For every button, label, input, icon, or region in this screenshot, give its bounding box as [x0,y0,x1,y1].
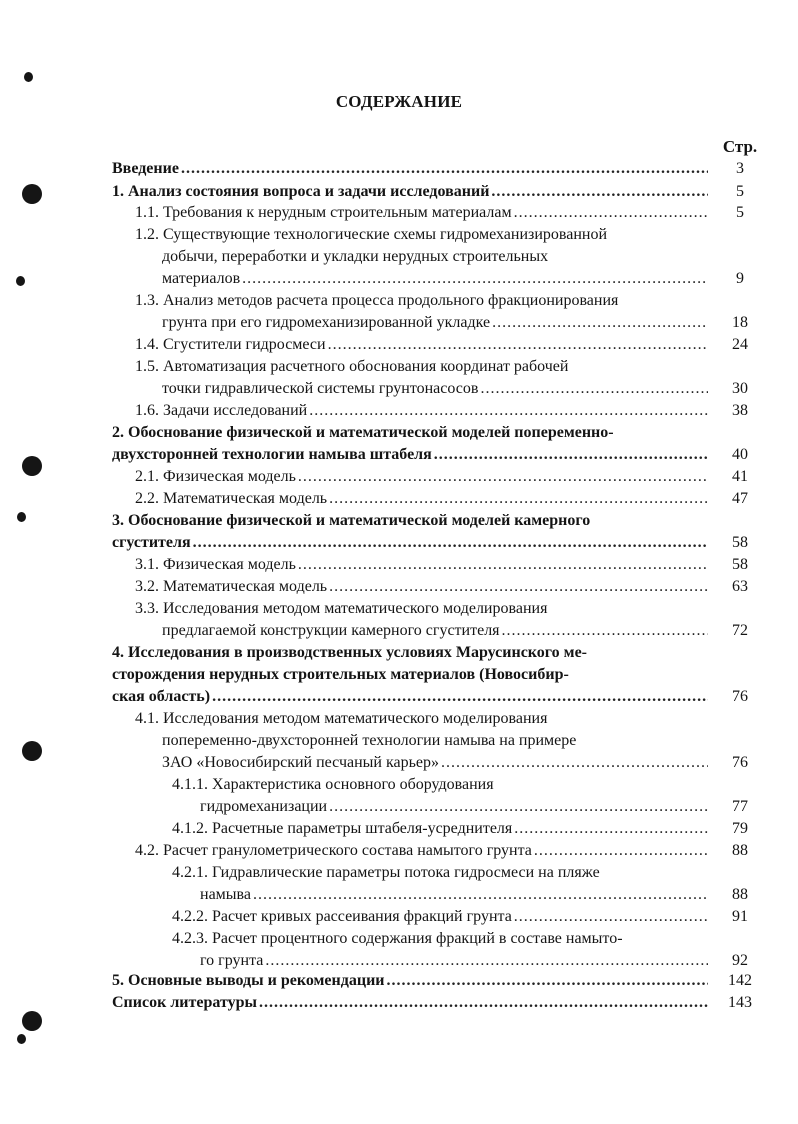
toc-entry-line [172,928,623,950]
toc-entry-line [200,796,710,818]
toc-entry-line [135,576,710,598]
toc-entry-line [135,224,607,246]
toc-entry-title: ЗАО «Новосибирский песчаный карьер» [162,754,439,771]
toc-entry-title: 1.4. Сгустители гидросмеси [135,336,326,353]
toc-entry-title: материалов [162,270,241,287]
toc-entry-title: двухсторонней технологии намыва штабеля [112,446,432,463]
toc-entry-line [135,400,710,422]
toc-page-number: 88 [732,886,748,903]
toc-entry-line [162,730,576,752]
toc-entry-line [112,532,710,554]
toc-page-number: 58 [732,556,748,573]
toc-entry-title: 3.2. Математическая модель [135,578,328,595]
toc-leader-dots [534,840,708,862]
toc-entry-line [200,884,710,906]
toc-entry-title: 4.2.2. Расчет кривых рассеивания фракций грунта [172,908,512,925]
toc-entry-line [112,181,710,203]
toc-entry-line [112,970,710,992]
toc-leader-dots [329,488,708,510]
toc-leader-dots [514,906,708,928]
toc-entry-title: 1.3. Анализ методов расчета процесса продольного фракционирования [135,292,619,309]
toc-leader-dots [181,158,708,180]
toc-entry-line [112,686,710,708]
toc-leader-dots [387,970,709,992]
toc-entry-line [135,290,618,312]
toc-entry-title: 4.2. Расчет гранулометрического состава намытого грунта [135,842,532,859]
toc-leader-dots [491,181,708,203]
toc-entry-line [162,378,710,400]
toc-entry-line [135,708,547,730]
toc-leader-dots [329,576,708,598]
toc-leader-dots [514,818,708,840]
toc-entry-line [112,642,587,664]
toc-page-number: 142 [728,972,752,989]
toc-entry-line [162,268,710,290]
toc-leader-dots [328,334,708,356]
toc-entry-line [112,422,614,444]
toc-entry-line [135,202,710,224]
toc-page-number: 24 [732,336,748,353]
toc-entry-line [135,356,568,378]
toc-leader-dots [329,796,708,818]
toc-page-number: 143 [728,994,752,1011]
toc-leader-dots [309,400,708,422]
toc-entry-title: сторождения нерудных строительных материалов (Новосибир- [112,666,569,683]
toc-leader-dots [212,686,708,708]
toc-entry-line [135,466,710,488]
toc-entry-title: ская область) [112,688,211,705]
toc-page-number: 76 [732,754,748,771]
toc-entry-title: 1.5. Автоматизация расчетного обоснования координат рабочей [135,358,569,375]
toc-page-number: 91 [732,908,748,925]
toc-entry-title: 3.3. Исследования методом математического моделирования [135,600,548,617]
toc-entry-line [135,334,710,356]
toc-leader-dots [253,884,708,906]
toc-entry-title: грунта при его гидромеханизированной укладке [162,314,491,331]
toc-entry-line [172,818,710,840]
toc-entry-title: намыва [200,886,251,903]
toc-leader-dots [298,554,708,576]
toc-page-number: 5 [736,204,744,221]
toc-entry-title: гидромеханизации [200,798,328,815]
toc-entry-line [135,598,547,620]
toc-page-number: 9 [736,270,744,287]
toc-page-number: 18 [732,314,748,331]
toc-leader-dots [193,532,708,554]
toc-leader-dots [259,992,708,1014]
toc-page-number: 92 [732,952,748,969]
toc-entry-line [135,488,710,510]
toc-leader-dots [298,466,708,488]
toc-entry-title: 1.2. Существующие технологические схемы гидромеханизированной [135,226,608,243]
toc-entry-title: 4.2.3. Расчет процентного содержания фракций в составе намыто- [172,930,623,947]
toc-page-number: 30 [732,380,748,397]
toc-leader-dots [514,202,708,224]
toc-leader-dots [480,378,708,400]
toc-entry-line [112,664,569,686]
toc-entry-line [172,906,710,928]
toc-entry-line [172,862,600,884]
toc-leader-dots [434,444,708,466]
toc-page-number: 38 [732,402,748,419]
toc-entry-title: 4. Исследования в производственных условиях Марусинского ме- [112,644,587,661]
toc-entry-title: точки гидравлической системы грунтонасосов [162,380,479,397]
toc-entry-title: 1.1. Требования к нерудным строительным материалам [135,204,512,221]
toc-entry-line [162,246,548,268]
toc-page-number: 40 [732,446,748,463]
toc-page-number: 79 [732,820,748,837]
toc-entry-title: предлагаемой конструкции камерного сгустителя [162,622,500,639]
toc-leader-dots [492,312,708,334]
toc-page-number: 41 [732,468,748,485]
toc-page-number: 63 [732,578,748,595]
toc-entry-title: 4.1.2. Расчетные параметры штабеля-усреднителя [172,820,513,837]
toc-entry-title: 2.1. Физическая модель [135,468,296,485]
toc-entry-line [162,620,710,642]
toc-page-number: 47 [732,490,748,507]
toc-entry-title: 2. Обоснование физической и математической моделей попеременно- [112,424,614,441]
toc-leader-dots [265,950,708,972]
toc-page-number: 3 [736,160,744,177]
toc-entry-title: 2.2. Математическая модель [135,490,328,507]
toc-page-number: 58 [732,534,748,551]
toc-page-number: 76 [732,688,748,705]
toc-page-number: 72 [732,622,748,639]
toc-entry-title: попеременно-двухсторонней технологии намыва на примере [162,732,577,749]
toc-page-number: 77 [732,798,748,815]
toc-entry-title: 1. Анализ состояния вопроса и задачи исследований [112,183,490,200]
toc-entry-line [162,752,710,774]
toc-entry-line [200,950,710,972]
toc-page-number: 88 [732,842,748,859]
toc-entry-title: 3.1. Физическая модель [135,556,296,573]
toc-leader-dots [441,752,708,774]
toc-entry-line [172,774,494,796]
toc-entry-title: го грунта [200,952,264,969]
toc-entry-line [112,510,590,532]
toc-entry-title: 4.1.1. Характеристика основного оборудования [172,776,494,793]
toc-entry-title: 3. Обоснование физической и математической моделей камерного [112,512,591,529]
toc-entry-title: 1.6. Задачи исследований [135,402,308,419]
toc-entry-line [162,312,710,334]
toc-entry-title: Введение [112,160,179,177]
toc-leader-dots [242,268,708,290]
toc-page-number: 5 [736,183,744,200]
toc-leader-dots [502,620,708,642]
page-title: СОДЕРЖАНИЕ [335,92,463,111]
toc-entry-line [112,158,710,180]
toc-entry-title: 4.1. Исследования методом математического моделирования [135,710,548,727]
page-column-header: Стр. [722,137,758,156]
toc-entry-title: 4.2.1. Гидравлические параметры потока гидросмеси на пляже [172,864,600,881]
toc-entry-line [112,444,710,466]
toc-entry-line [135,840,710,862]
toc-entry-title: сгустителя [112,534,191,551]
toc-entry-line [112,992,710,1014]
toc-entry-line [135,554,710,576]
toc-entry-title: добычи, переработки и укладки нерудных строительных [162,248,549,265]
toc-entry-title: Список литературы [112,994,257,1011]
toc-entry-title: 5. Основные выводы и рекомендации [112,972,385,989]
